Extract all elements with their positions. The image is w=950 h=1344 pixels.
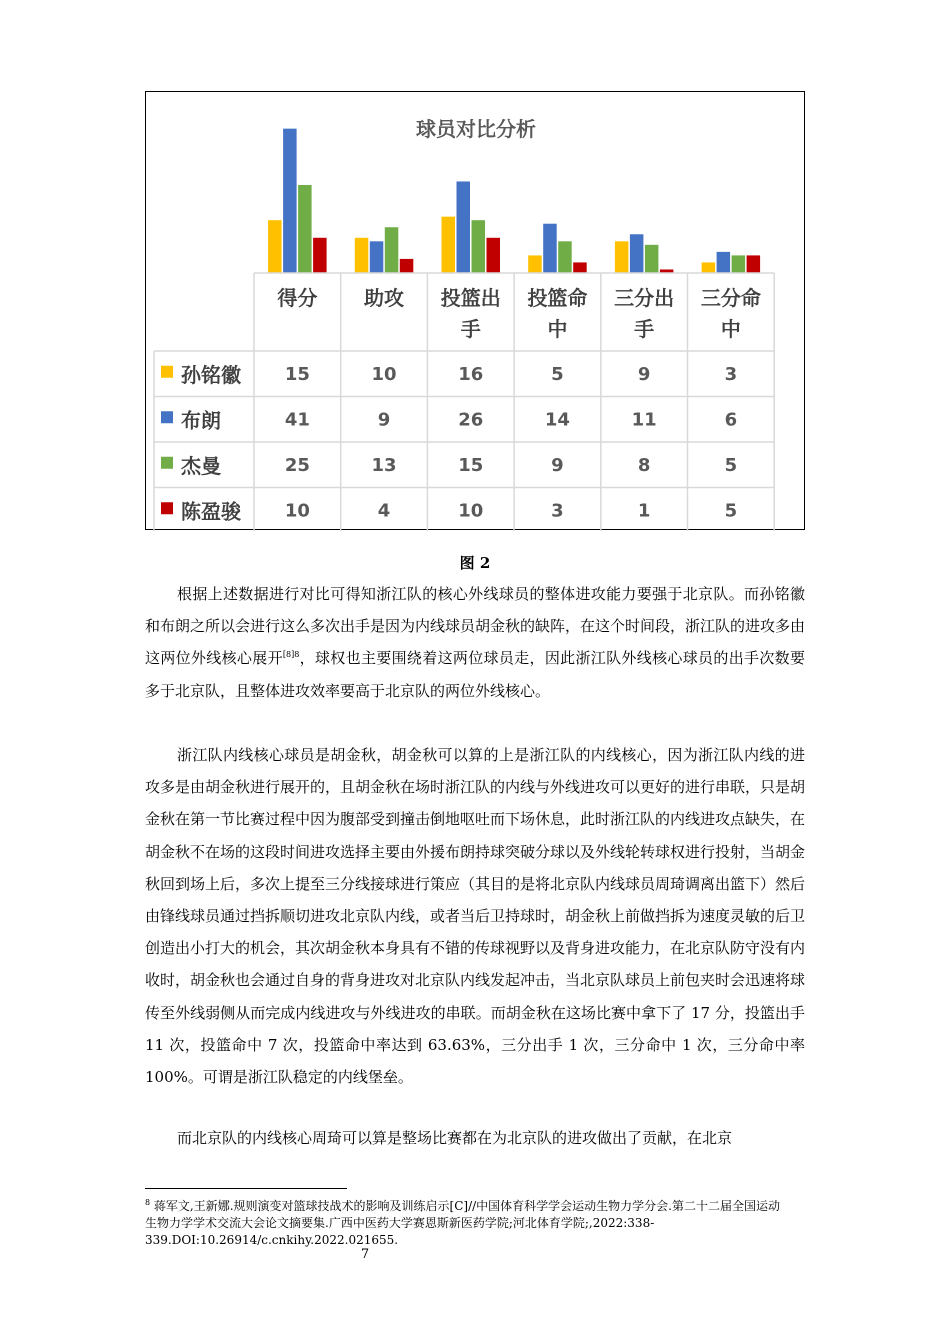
data-label: 26 (458, 409, 484, 431)
bar (630, 234, 644, 273)
bar (573, 262, 587, 273)
bar (400, 259, 414, 273)
bar (702, 262, 716, 273)
data-label: 1 (637, 500, 651, 522)
bar (268, 220, 282, 273)
data-label: 41 (284, 409, 310, 431)
bar (732, 255, 746, 273)
data-label: 6 (724, 409, 738, 431)
data-label: 10 (371, 363, 397, 385)
data-label: 5 (724, 454, 738, 476)
footnote-ref: 8 (294, 650, 300, 660)
legend-label: 布朗 (181, 408, 221, 433)
bar (717, 252, 731, 273)
data-label: 25 (284, 454, 310, 476)
legend-swatch (161, 502, 173, 514)
data-label: 10 (284, 500, 310, 522)
data-label: 9 (377, 409, 391, 431)
tick-label: 中 (720, 317, 741, 341)
bar (355, 238, 369, 273)
legend-label: 陈盈骏 (181, 499, 241, 524)
data-label: 15 (284, 363, 310, 385)
bar (298, 185, 312, 273)
tick-label: 三分命 (700, 286, 761, 310)
bar (558, 241, 572, 273)
tick-label: 助攻 (364, 286, 405, 310)
tick-label: 三分出 (614, 286, 675, 310)
body-paragraph: 根据上述数据进行对比可得知浙江队的核心外线球员的整体进攻能力要强于北京队。而孙铭徽和布朗之所以会进行这么多次出手是因为内线球员胡金秋的缺阵，在这个时间段，浙江队的进攻多由这两位外线核心展开$^{[8]8}$，球权也主要围绕着这两位球员走，因此浙江队外线核心球员的出手次数要多于北京队，且整体进攻效率要高于北京队的两位外线核心。 (145, 585, 806, 700)
bar (283, 129, 297, 273)
bar (385, 227, 399, 273)
data-label: 8 (637, 454, 651, 476)
bar (442, 217, 456, 273)
data-label: 11 (631, 409, 657, 431)
citation-marker: [8] (282, 650, 295, 660)
bar (313, 238, 327, 273)
data-label: 3 (724, 363, 738, 385)
bar (370, 241, 384, 273)
bar (543, 224, 557, 273)
legend-label: 杰曼 (181, 453, 221, 478)
legend-label: 孙铭徽 (181, 362, 241, 387)
data-label: 13 (371, 454, 397, 476)
bar (472, 220, 486, 273)
data-label: 9 (551, 454, 564, 476)
data-label: 9 (637, 363, 651, 385)
figure-caption: 图 2 (459, 554, 491, 572)
tick-label: 投篮命 (527, 286, 588, 310)
bar (747, 255, 761, 273)
footnote-text: 蒋军文,王新娜.规则演变对篮球技战术的影响及训练启示[C]//中国体育科学学会运动生物力学分会.第二十二届全国运动生物力学学术交流大会论文摘要集.广西中医药大学赛恩斯新医药学院;河北体育学院;,2022:338-339.DOI:10.26914/c.cnkihy.2022.021655. (145, 1199, 780, 1247)
bar (487, 238, 501, 273)
data-label: 4 (377, 500, 391, 522)
bar (457, 181, 471, 273)
tick-label: 中 (547, 317, 568, 341)
data-label: 10 (458, 500, 484, 522)
body-paragraph: 浙江队内线核心球员是胡金秋，胡金秋可以算的上是浙江队的内线核心，因为浙江队内线的进攻多是由胡金秋进行展开的，且胡金秋在场时浙江队的内线与外线进攻可以更好的进行串联，只是胡金秋在第一节比赛过程中因为腹部受到撞击倒地呕吐而下场休息，此时浙江队的内线进攻点缺失，在胡金秋不在场的这段时间进攻选择主要由外援布朗持球突破分球以及外线轮转球权进行投射，当胡金秋回到场上后，多次上提至三分线接球进行策应（其目的是将北京队内线球员周琦调离出篮下）然后由锋线球员通过挡拆顺切进攻北京队内线，或者当后卫持球时，胡金秋上前做挡拆为速度灵敏的后卫创造出小打大的机会，其次胡金秋本身具有不错的传球视野以及背身进攻能力，在北京队防守没有内收时，胡金秋也会通过自身的背身进攻对北京队内线发起冲击，当北京队球员上前包夹时会迅速将球传至外线弱侧从而完成内线进攻与外线进攻的串联。而胡金秋在这场比赛中拿下了 17 分，投篮出手 11 次，投篮命中 7 次，投篮命中率达到 63.63%，三分出手 1 次，三分命中 1 次，三分命中率 100%。可谓是浙江队稳定的内线堡垒。 (145, 746, 806, 1087)
legend-swatch (161, 457, 173, 469)
bar-chart-with-table (146, 92, 806, 531)
footnote-marker: 8 (145, 1198, 151, 1207)
body-paragraph: 而北京队的内线核心周琦可以算是整场比赛都在为北京队的进攻做出了贡献，在北京 (177, 1129, 733, 1147)
bar (615, 241, 629, 273)
legend-swatch (161, 366, 173, 378)
tick-label: 投篮出 (440, 286, 501, 310)
data-label: 16 (458, 363, 484, 385)
tick-label: 手 (634, 317, 655, 341)
data-label: 14 (544, 409, 570, 431)
chart-figure (145, 91, 805, 530)
chart-title: 球员对比分析 (416, 117, 536, 141)
data-label: 5 (551, 363, 564, 385)
footnote-divider (145, 1188, 347, 1189)
data-label: 15 (458, 454, 484, 476)
legend-swatch (161, 411, 173, 423)
data-label: 3 (551, 500, 564, 522)
footnote (145, 1198, 785, 1249)
tick-label: 手 (460, 317, 481, 341)
bar (645, 245, 659, 273)
tick-label: 得分 (277, 286, 318, 310)
bar (528, 255, 542, 273)
data-label: 5 (724, 500, 738, 522)
page-number: 7 (360, 1247, 370, 1262)
